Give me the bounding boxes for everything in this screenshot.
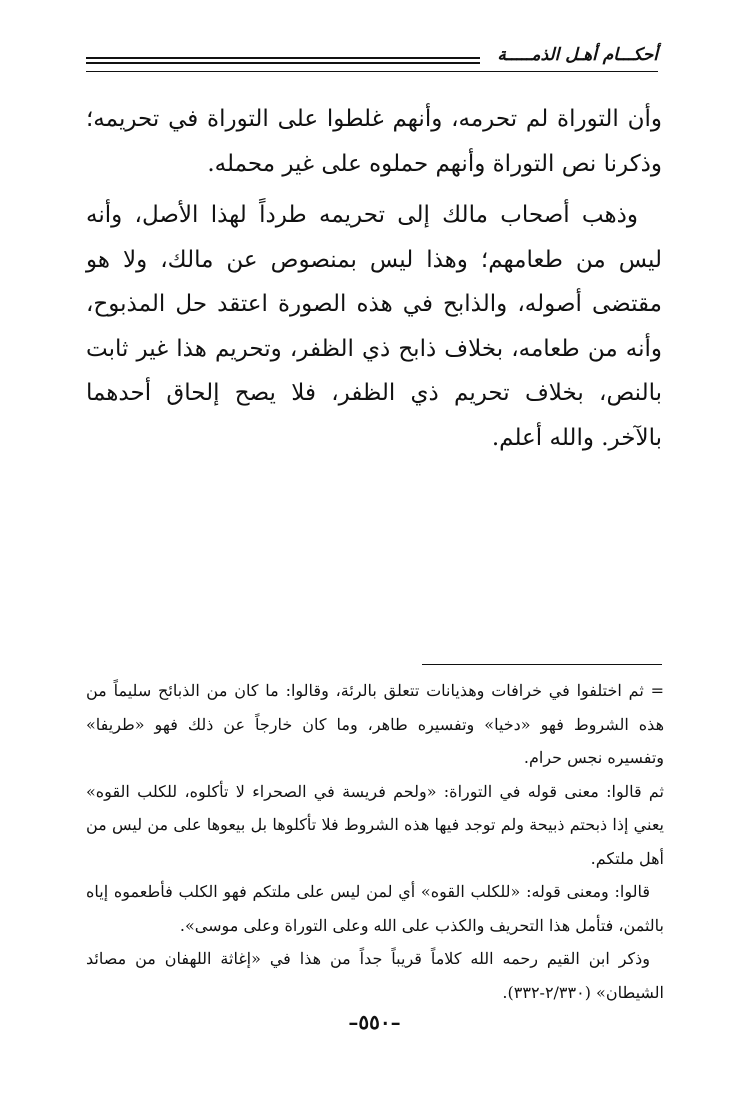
header-rule [86,71,658,72]
main-paragraph: وأن التوراة لم تحرمه، وأنهم غلطوا على التوراة في تحريمه؛ وذكرنا نص التوراة وأنهم حملوه على غير محمله. [86,106,662,177]
header-rule [86,57,480,59]
main-text [86,97,662,460]
main-paragraph: وذهب أصحاب مالك إلى تحريمه طرداً لهذا الأصل، وأنه ليس من طعامهم؛ وهذا ليس بمنصوص عن مالك، ولا هو مقتضى أصوله، والذابح في هذه الصورة اعتقد حل المذبوح، وأنه من طعامه، بخلاف ذابح ذي الظفر، وتحريم هذا غير ثابت بالنص، بخلاف تحريم ذي الظفر، فلا يصح إلحاق أحدهما بالآخر. والله أعلم. [86,202,662,451]
footnote-paragraph: قالوا: ومعنى قوله: «للكلب القوه» أي لمن ليس على ملتكم فهو الكلب فأطعموه إياه بالثمن، فتأمل هذا التحريف والكذب على الله وعلى التوراة وعلى موسى». [86,882,664,935]
footnotes [86,674,664,1009]
header-rule [86,62,480,64]
footnote-divider [422,664,662,665]
footnote-paragraph: وذكر ابن القيم رحمه الله كلاماً قريباً جداً من هذا في «إغاثة اللهفان من مصائد الشيطان» (٢/٣٣٠-٣٣٢). [86,949,664,1002]
footnote-paragraph: = ثم اختلفوا في خرافات وهذيانات تتعلق بالرئة، وقالوا: ما كان من الذبائح سليماً من هذه الشروط فهو «دخيا» وتفسيره طاهر، وما كان خارجاً عن ذلك فهو «طريفا» وتفسيره نجس حرام. [86,681,664,767]
page-number: –٥٥٠– [348,1010,401,1034]
running-header [86,44,658,74]
footnote-paragraph: ثم قالوا: معنى قوله في التوراة: «ولحم فريسة في الصحراء لا تأكلوه، للكلب القوه» يعني إذا ذبحتم ذبيحة ولم توجد فيها هذه الشروط فلا تأكلوها بل بيعوها على من ليس من أهل ملتكم. [86,781,664,868]
header-title: أحكـــام أهـل الذمـــــة [497,45,658,65]
